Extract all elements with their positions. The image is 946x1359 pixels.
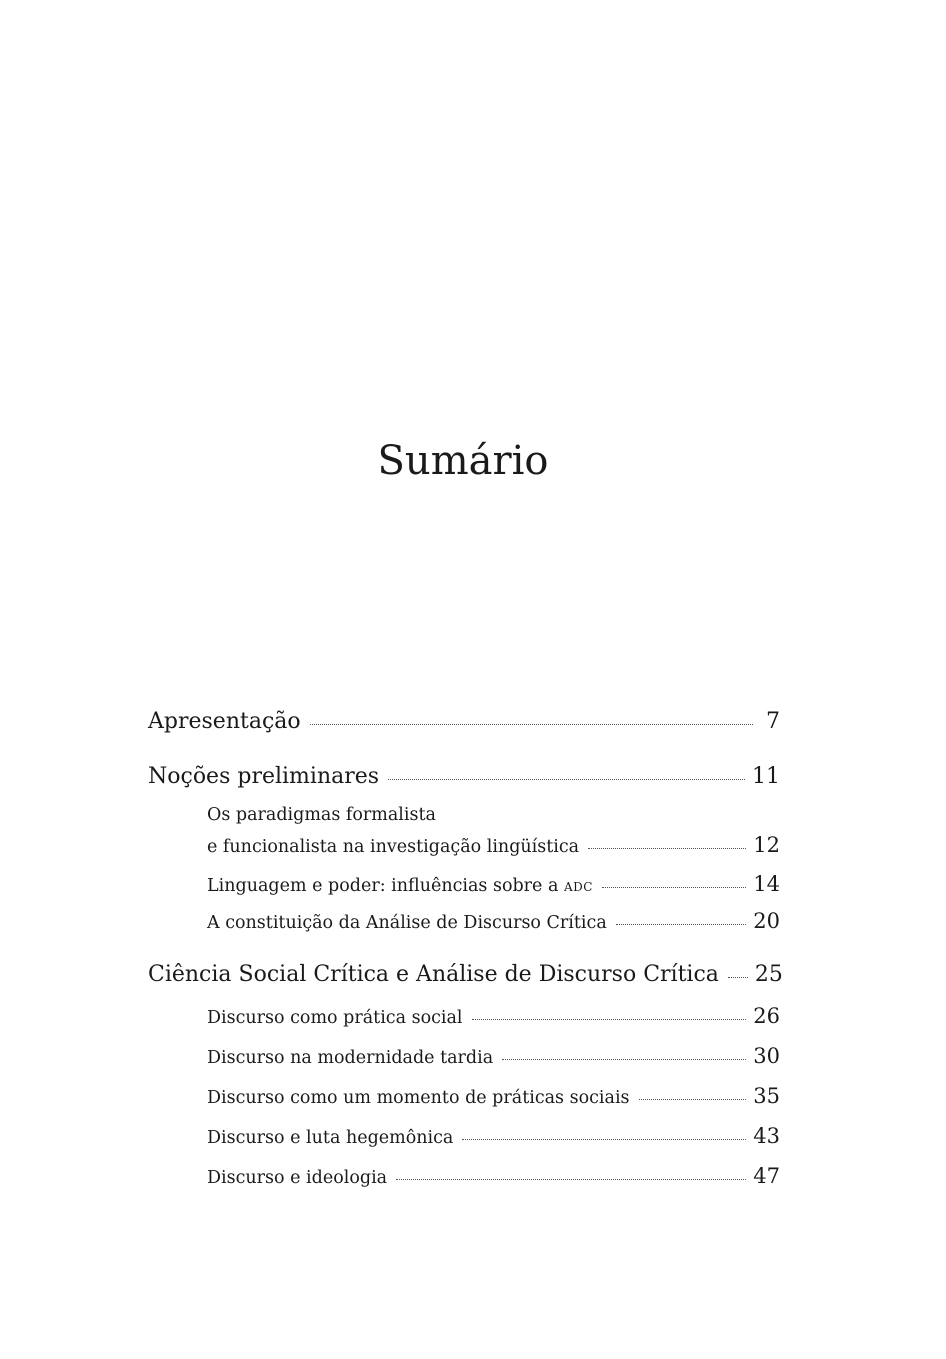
dot-leader [602, 887, 746, 888]
toc-page-number: 20 [753, 909, 780, 933]
dot-leader [616, 924, 747, 925]
toc-entry-modernidade[interactable] [207, 1043, 780, 1071]
toc-entry-momento[interactable] [207, 1083, 780, 1111]
toc-page-number: 7 [766, 709, 780, 734]
page-title: Sumário [377, 438, 549, 484]
toc-entry-label [207, 873, 593, 900]
toc-entry-label: Noções preliminares [148, 764, 380, 789]
toc-page-number: 11 [752, 764, 780, 789]
toc-entry-label: A constituição da Análise de Discurso Crítica [207, 913, 607, 933]
toc-page-number: 25 [754, 962, 783, 987]
toc-entry-label-text: Linguagem e poder: influências sobre a [207, 876, 559, 896]
toc-entry-ideologia[interactable] [207, 1163, 780, 1191]
dot-leader [462, 1139, 746, 1140]
dot-leader [728, 977, 748, 978]
toc-page-number: 14 [753, 872, 780, 896]
toc-page-number: 26 [753, 1004, 780, 1028]
toc-entry-label-line1: Os paradigmas formalista [207, 805, 436, 825]
toc-entry-linguagem-poder[interactable] [207, 871, 780, 900]
toc-entry-luta-hegemonica[interactable] [207, 1123, 780, 1151]
toc-entry-label: Discurso e luta hegemônica [207, 1128, 454, 1148]
toc-entry-label: Apresentação [148, 709, 301, 734]
toc-entry-apresentacao[interactable] [148, 707, 780, 737]
toc-page-number: 47 [753, 1164, 780, 1188]
toc-entry-ciencia-social[interactable] [148, 960, 783, 990]
toc-page-number: 35 [753, 1084, 780, 1108]
toc-entry-label: Discurso e ideologia [207, 1168, 388, 1188]
toc-entry-label: Discurso como um momento de práticas sociais [207, 1088, 630, 1108]
dot-leader [502, 1059, 746, 1060]
toc-page-number: 30 [753, 1044, 780, 1068]
toc-entry-label: Discurso na modernidade tardia [207, 1048, 494, 1068]
dot-leader [310, 724, 753, 725]
dot-leader [472, 1019, 747, 1020]
toc-entry-pratica-social[interactable] [207, 1003, 780, 1031]
toc-entry-label: e funcionalista na investigação lingüística [207, 837, 580, 857]
toc-entry-paradigmas[interactable] [207, 832, 780, 860]
toc-entry-label: Ciência Social Crítica e Análise de Discurso Crítica [148, 962, 719, 987]
dot-leader [396, 1179, 746, 1180]
toc-entry-abbreviation: ADC [563, 880, 593, 894]
dot-leader [639, 1099, 747, 1100]
dot-leader [588, 848, 746, 849]
toc-entry-label: Discurso como prática social [207, 1008, 463, 1028]
toc-page-number: 12 [753, 833, 780, 857]
toc-page-number: 43 [753, 1124, 780, 1148]
dot-leader [388, 779, 745, 780]
toc-entry-nocoes-preliminares[interactable] [148, 762, 780, 792]
toc-entry-constituicao[interactable] [207, 908, 780, 936]
